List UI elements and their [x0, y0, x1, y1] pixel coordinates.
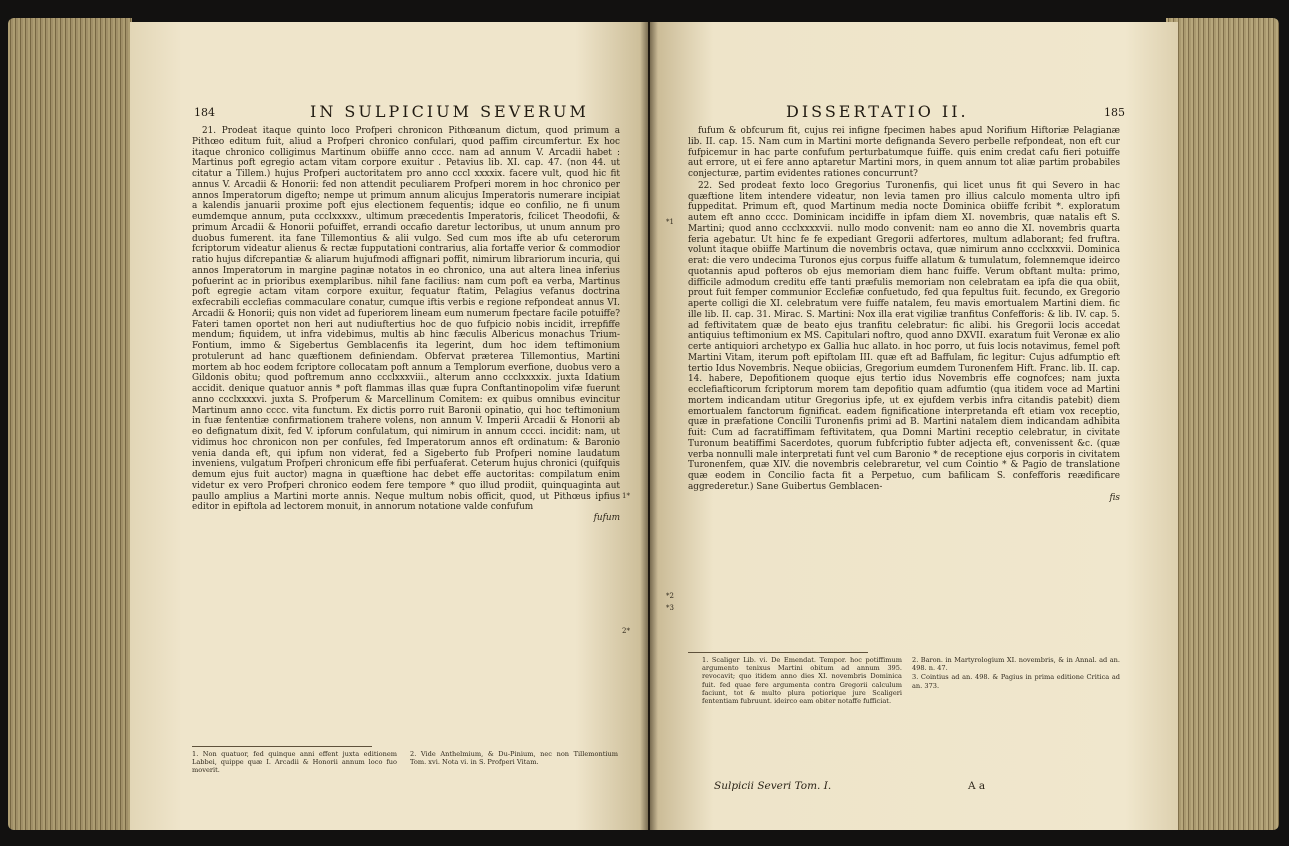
- right-page: [650, 22, 1178, 830]
- margin-mark: 1*: [622, 492, 630, 500]
- signature-mark: A a: [968, 780, 986, 792]
- left-page: [130, 22, 648, 830]
- margin-mark: *2: [666, 592, 674, 600]
- right-page-edges: [1166, 18, 1279, 830]
- volume-footer: Sulpicii Severi Tom. I.: [714, 780, 832, 792]
- catchword: fis: [1109, 492, 1120, 503]
- main-text: [192, 126, 620, 524]
- margin-mark: 2*: [622, 627, 630, 635]
- paragraph: 21. Prodeat itaque quinto loco Profperi chronicon Pithœanum dictum, quod primum a Pithœo editum fuit, aliud a Profperi chronico confulari, quod paffim circumfertur. Ex hoc itaque chronico colligimus Martinum obiiffe anno cccc. nam ad annum V. Arcadii habet : Martinus poft egregio actam vitam corpore exuitur . Petavius lib. XI. cap. 47. (non 44. ut citatur a Tillem.) hujus Profperi auctoritatem pro anno cccl xxxxix. facere vult, quod hic fit annus V. Arcadii & Honorii: fed non attendit peculiarem Profperi morem in hoc chronico per annos Imperatorum digefto; nempe ut primum annum alicujus Imperatoris numerare incipiat a kalendis januarii proxime poft ejus electionem fequentis; idque eo confilio, ne fi unum eumdemque annum, puta ccclxxxxv., ultimum præcedentis Imperatoris, fcilicet Theodofii, & primum Arcadii & Honorii pofuiffet, errandi occafio daretur lectoribus, ut unum annum pro duobus fumerent. ita fane Tillemontius & alii vulgo. Sed cum mos ifte ab ufu ceterorum fcriptorum videatur alienus & rectæ fupputationi contrarius, alia fortaffe verior & commodior ratio hujus difcrepantiæ & aliarum hujufmodi affignari poffit, nimirum librariorum incuria, qui annos Imperatorum in margine paginæ notatos in eo chronico, una aut altera linea inferius pofuerint ac in prioribus exemplaribus. nihil fane facilius: nam cum poft ea verba, Martinus poft egregie actam vitam corpore exuitur, fequatur ftatim, Pelagius vefanus doctrina exfecrabili ecclefias commaculare conatur, cumque iftis verbis e regione refpondeat annus VI. Arcadii & Honorii; quis non videt ad fuperiorem lineam eum numerum fpectare facile potuiffe? Fateri tamen oportet non heri aut nudiuftertius hoc de quo fufpicio nobis incidit, irrepfiffe mendum; fiquidem, ut infra videbimus, multis ab hinc fæculis Albericus monachus Trium-Fontium, immo & Sigebertus Gemblacenfis ita legerint, dum hoc idem teftimonium protulerunt ad hanc quæftionem definiendam. Obfervat præterea Tillemontius, Martini mortem ab hoc eodem fcriptore collocatam poft annum a Templorum everfione, duobus vero a Gildonis obitu; quod poftremum anno ccclxxxviii., alterum anno ccclxxxxix. juxta Idatium accidit. denique quatuor annis * poft flammas illas quæ fupra Conftantinopolim vifæ fuerunt anno ccclxxxxvi. juxta S. Profperum & Marcellinum Comitem: ex quibus omnibus evincitur Martinum anno cccc. vita functum. Ex dictis porro ruit Baronii opinatio, qui hoc teftimonium in fuæ fententiæ confirmationem trahere volens, non annum V. Imperii Arcadii & Honorii ab eo defignatum dixit, fed V. ipforum confulatum, qui nimirum in annum cccci. incidit: nam, ut vidimus hoc chronicon non per confules, fed Imperatorum annos eft ordinatum: & Baronio venia danda eft, qui ipfum non viderat, fed a Sigeberto fub Profperi nomine laudatum inveniens, vulgatum Profperi chronicum effe fibi perfuaferat. Ceterum hujus chronici (quifquis demum ejus fuit auctor) magna in quæftione hac debet effe auctoritas: compilatum enim videtur ex vero Profperi chronico eodem fere tempore * quo illud prodiit, quinquaginta aut paullo amplius a Martini morte annis. Neque multum nobis officit, quod, ut Pithœus ipfius editor in epiftola ad lectorem monuit, in annorum notatione valde confufum: [192, 126, 620, 513]
- margin-mark: *3: [666, 604, 674, 612]
- running-head: IN SULPICIUM SEVERUM: [310, 102, 589, 121]
- page-number: 185: [1104, 106, 1125, 119]
- footnote-rule: [688, 652, 868, 653]
- footnote: 1. Scaliger Lib. vi. De Emendat. Tempor. hoc potiffimum argumento tenixus Martini obitum ad annum 395. revocavit; quo itidem anno dies XI. novembris Dominica fuit. fed quae fere argumenta contra Gregorii calculum faciunt, tot & multo plura potiorique jure Scaligeri fententiam fubruunt. ideirco eam obiter notaffe fufficiat.: [702, 656, 902, 706]
- paragraph: fufum & obfcurum fit, cujus rei infigne fpecimen habes apud Norifium Hiftoriæ Pelagianæ lib. II. cap. 15. Nam cum in Martini morte defignanda Severo perbelle refpondeat, non eft cur fufpicemur in hac parte confufum perturbatumque fuiffe. quis enim credat cafu fieri potuiffe aut errore, ut ei fere anno aptaretur Martini mors, in quem annum tot aliæ partim probabiles conjecturæ, partim evidentes rationes concurrunt?: [688, 126, 1120, 179]
- page-number: 184: [194, 106, 215, 119]
- margin-mark: *1: [666, 218, 674, 226]
- paragraph: 22. Sed prodeat fexto loco Gregorius Turonenfis, qui licet unus fit qui Severo in hac quæftione litem intendere videatur, non levia tamen pro illius calculo momenta ultro ipfi fuppeditat. Primum eft, quod Martinum media nocte Dominica obiiffe fcribit *. exploratum autem eft anno cccc. Dominicam incidiffe in ipfam diem XI. novembris, quæ natalis eft S. Martini; quod anno ccclxxxxvii. nullo modo convenit: nam eo anno die XI. novembris quarta feria agebatur. Ut hinc fe fe expediant Gregorii adfertores, multum adlaborant; fed fruftra. volunt itaque obiiffe Martinum die novembris octava, quæ nimirum anno ccclxxxvii. Dominica erat: die vero undecima Turonos ejus corpus fuiffe allatum & tumulatum, folemnemque ideirco quotannis apud pofteros ob ejus memoriam diem hanc fuiffe. Verum obftant multa: primo, difficile admodum creditu effe tanti præfulis memoriam non celebratam ea ipfa die qua obiit, prout fuit femper communior Ecclefiæ confuetudo, fed qua fepultus fuit. fecundo, ex Gregorio aperte colligi die XI. celebratum vere fuiffe natalem, feu mavis emortualem Martini diem. fic ille lib. II. cap. 31. Mirac. S. Martini: Nox illa erat vigiliæ tranfitus Confefforis: & lib. IV. cap. 5. ad feftivitatem quæ de beato ejus tranfitu celebratur: fic alibi. his Gregorii locis accedat antiquius teftimonium ex MS. Capitulari noftro, quod anno DXVII. exaratum fuit Veronæ ex alio certe antiquiori archetypo ex Gallia huc allato. in hoc porro, ut fuis locis notavimus, femel poft Martini Vitam, iterum poft epiftolam III. quæ eft ad Baffulam, fic legitur: Cujus adfumptio eft tertio Idus Novembris. Neque obiicias, Gregorium eumdem Turonenfem Hift. Franc. lib. II. cap. 14. habere, Depofitionem quoque ejus tertio idus Novembris effe cognofces; nam juxta ecclefiafticorum fcriptorum morem tam depofitio quam adfumtio (qua itidem voce ad Martini mortem indicandam utitur Gregorius ipfe, ut ex ejufdem verbis infra citandis patebit) diem emortualem fanctorum fignificat. eadem fignificatione interpretanda eft etiam vox receptio, quæ in præfatione Concilii Turonenfis primi ad B. Martini natalem diem indicandam adhibita fuit: Cum ad facratiffimam feftivitatem, qua Domni Martini receptio celebratur, in civitate Turonum beatiffimi Sacerdotes, quorum fubfcriptio fubter adjecta eft, convenissent &c. (quæ verba nonnulli male interpretati funt vel cum Baronio * de receptione ejus corporis in civitatem Turonenfem, quæ XIV. die novembris celebraretur, vel cum Cointio * & Pagio de translatione quæ eodem in Concilio facta fit a Perpetuo, cum bafilicam S. confefforis reædificare aggrederetur.) Sane Guibertus Gemblacen-: [688, 180, 1120, 492]
- running-head: DISSERTATIO II.: [786, 102, 969, 121]
- left-page-edges: [8, 18, 132, 830]
- catchword: fufum: [593, 513, 620, 523]
- book-gutter: [640, 22, 658, 830]
- footnote: 2. Vide Anthelmium, & Du-Pinium, nec non Tillemontium Tom. xvi. Nota vi. in S. Profperi Vitam.: [410, 750, 618, 767]
- footnote: 1. Non quatuor, fed quinque anni effent juxta editionem Labbei, quippe quæ I. Arcadii & Honorii annum loco fuo moverit.: [192, 750, 397, 775]
- footnote: 2. Baron. in Martyrologium XI. novembris, & in Annal. ad an. 498. n. 47. 3. Cointius ad an. 498. & Pagius in prima editione Critica ad an. 373.: [912, 656, 1120, 690]
- main-text: [688, 126, 1120, 503]
- footnote-rule: [192, 746, 372, 747]
